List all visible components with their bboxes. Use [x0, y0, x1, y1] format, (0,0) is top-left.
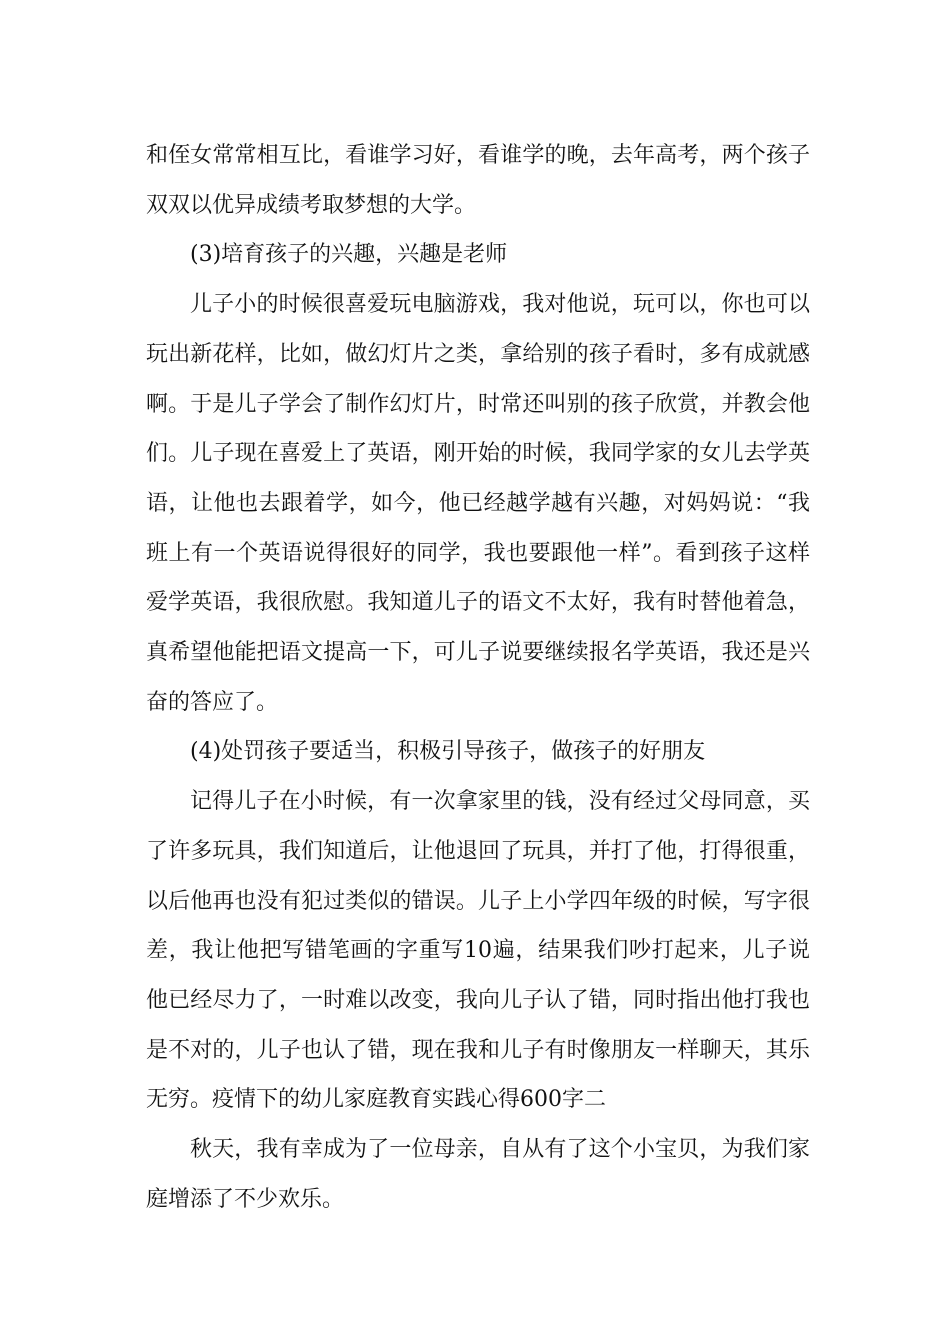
paragraph-4: 秋天，我有幸成为了一位母亲，自从有了这个小宝贝，为我们家庭增添了不少欢乐。 — [146, 1137, 810, 1212]
heading-item-3: (3)培育孩子的兴趣，兴趣是老师 — [190, 242, 508, 268]
heading-item-4: (4)处罚孩子要适当，积极引导孩子，做孩子的好朋友 — [190, 739, 706, 765]
paragraph-3: 记得儿子在小时候，有一次拿家里的钱，没有经过父母同意，买了许多玩具，我们知道后，让他退回了玩具，并打了他，打得很重，以后他再也没有犯过类似的错误。儿子上小学四年级的时候，写字很差，我让他把写错笔画的字重写10遍，结果我们吵打起来，儿子说他已经尽力了，一时难以改变，我向儿子认了错，同时指出他打我也是不对的，儿子也认了错，现在我和儿子有时像朋友一样聊天，其乐无穷。疫情下的幼儿家庭教育实践心得600字二 — [146, 789, 810, 1113]
paragraph-2: 儿子小的时候很喜爱玩电脑游戏，我对他说，玩可以，你也可以玩出新花样，比如，做幻灯片之类，拿给别的孩子看时，多有成就感啊。于是儿子学会了制作幻灯片，时常还叫别的孩子欣赏，并教会他们。儿子现在喜爱上了英语，刚开始的时候，我同学家的女儿去学英语，让他也去跟着学，如今，他已经越学越有兴趣，对妈妈说：“我班上有一个英语说得很好的同学，我也要跟他一样”。看到孩子这样爱学英语，我很欣慰。我知道儿子的语文不太好，我有时替他着急，真希望他能把语文提高一下，可儿子说要继续报名学英语，我还是兴奋的答应了。 — [146, 292, 810, 715]
document-page — [146, 131, 810, 1224]
paragraph-1: 和侄女常常相互比，看谁学习好，看谁学的晚，去年高考，两个孩子双双以优异成绩考取梦想的大学。 — [146, 143, 810, 218]
